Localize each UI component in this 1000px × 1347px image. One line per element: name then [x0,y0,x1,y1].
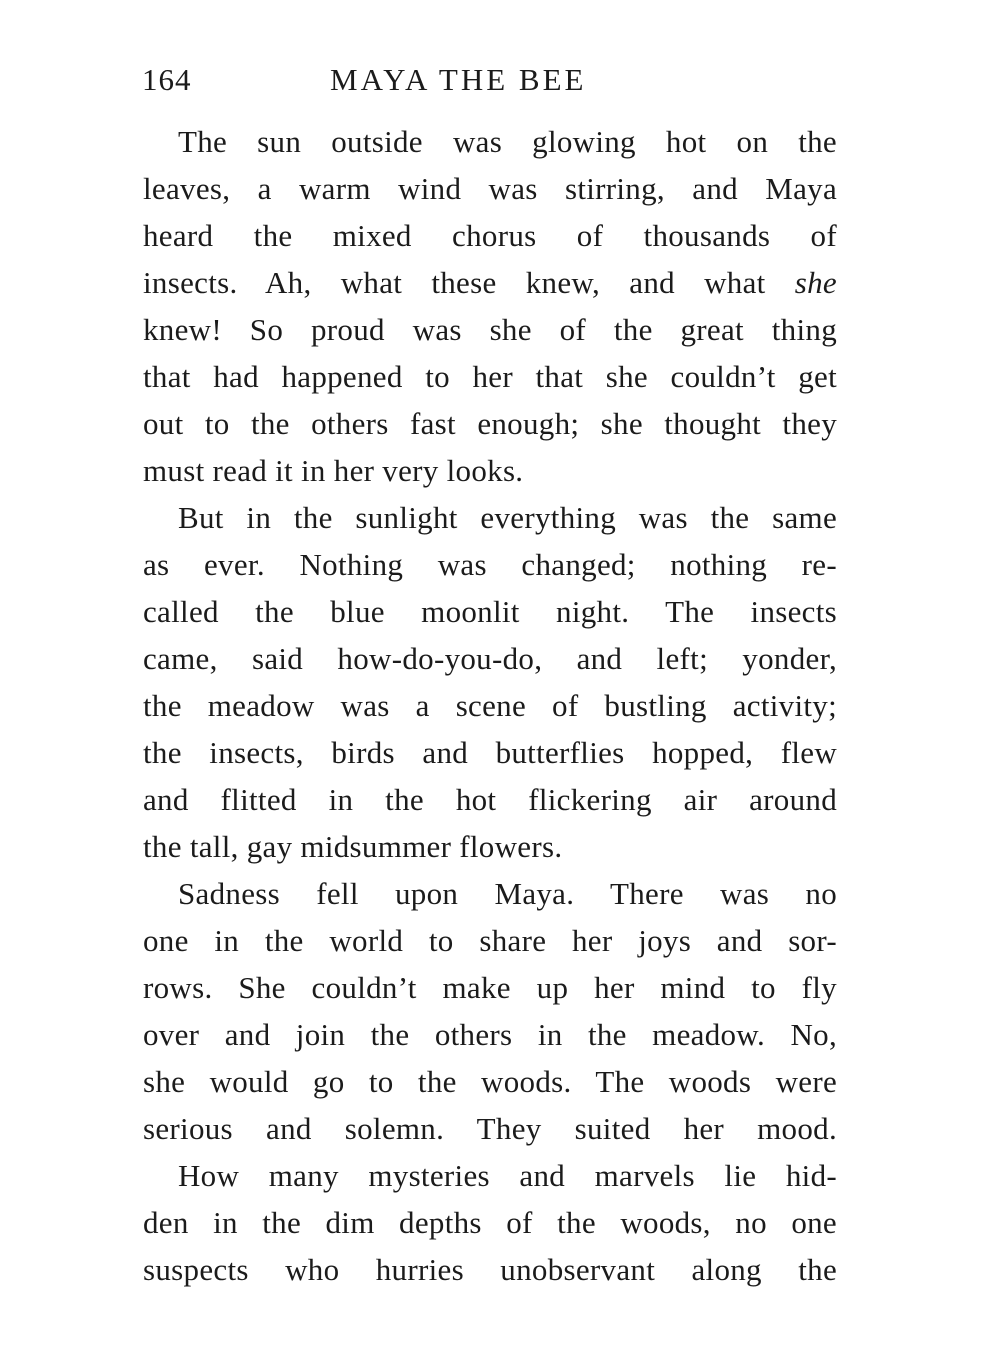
paragraph [143,1152,837,1293]
text-line: But in the sunlight everything was the same [178,500,837,535]
text-line: as ever. Nothing was changed; nothing re- [143,547,837,582]
text-line: the insects, birds and butterflies hopped, flew [143,735,837,770]
page-header [142,62,842,106]
text-line: that had happened to her that she couldn’t get [143,359,837,394]
body-text [143,118,837,1293]
paragraph [143,494,837,870]
text-line: rows. She couldn’t make up her mind to fly [143,970,837,1005]
paragraph [143,870,837,1152]
text-line: heard the mixed chorus of thousands of [143,218,837,253]
text-line: she would go to the woods. The woods were [143,1064,837,1099]
text-line: came, said how-do-you-do, and left; yonder, [143,641,837,676]
text-line: must read it in her very looks. [143,453,524,488]
running-title: MAYA THE BEE [330,62,587,97]
text-line: called the blue moonlit night. The insects [143,594,837,629]
text-line: suspects who hurries unobservant along the [143,1252,837,1287]
text-line: the tall, gay midsummer flowers. [143,829,563,864]
text-line: The sun outside was glowing hot on the [178,124,837,159]
text-line: Sadness fell upon Maya. There was no [178,876,837,911]
text-line: the meadow was a scene of bustling activity; [143,688,837,723]
text-line: serious and solemn. They suited her mood. [143,1111,837,1146]
text-line: and flitted in the hot flickering air around [143,782,837,817]
text-line: den in the dim depths of the woods, no one [143,1205,837,1240]
text-line: out to the others fast enough; she thought they [143,406,837,441]
text-line: one in the world to share her joys and sor- [143,923,837,958]
paragraph [143,118,837,494]
text-line: leaves, a warm wind was stirring, and Maya [143,171,837,206]
text-line: knew! So proud was she of the great thing [143,312,837,347]
text-line: insects. Ah, what these knew, and what she [143,265,837,300]
text-line: How many mysteries and marvels lie hid- [178,1158,837,1193]
page-number: 164 [142,62,192,97]
text-line: over and join the others in the meadow. No, [143,1017,837,1052]
